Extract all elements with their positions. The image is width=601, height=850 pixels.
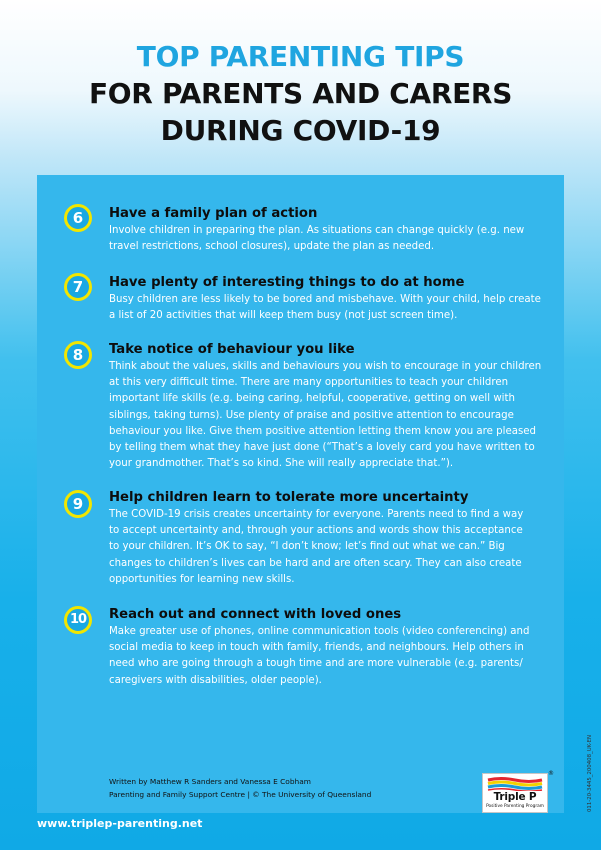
- tip-line: need who are going through a tough time and are more vulnerable (e.g. parents/: [109, 658, 523, 670]
- tip-line: Involve children in preparing the plan. As situations can change quickly (e.g. new: [109, 225, 525, 236]
- tip-line: at this very difficult time. There are many opportunities to teach your children: [109, 377, 509, 389]
- registered-mark: ®: [548, 770, 554, 777]
- author-credits: [109, 775, 439, 801]
- triple-p-logo: [482, 773, 548, 813]
- tip-body: [109, 624, 554, 689]
- tip-number-badge: 7: [64, 273, 92, 301]
- tip-line: opportunities for learning new skills.: [109, 573, 295, 585]
- logo-tagline: Positive Parenting Program: [486, 804, 544, 809]
- tip-body: [109, 223, 554, 255]
- tip-title: Reach out and connect with loved ones: [109, 607, 402, 622]
- footer-website-link[interactable]: www.triplep-parenting.net: [37, 817, 203, 830]
- title-line-1: TOP PARENTING TIPS: [136, 40, 465, 73]
- tip-number-badge: 10: [64, 606, 92, 634]
- document-code: 011-20-3445_200408_UK-EN: [587, 734, 593, 812]
- tip-body: [109, 507, 554, 588]
- title-line-3: DURING COVID-19: [160, 114, 441, 147]
- rainbow-stripes-icon: [487, 777, 543, 791]
- credits-authors: Written by Matthew R Sanders and Vanessa E Cobham: [109, 777, 311, 786]
- tip-line: important life skills (e.g. being caring, helpful, cooperative, getting on well with: [109, 393, 515, 405]
- tip-line: travel restrictions, school closures), update the plan as needed.: [109, 241, 435, 253]
- tip-title: Have a family plan of action: [109, 206, 318, 221]
- tip-line: Think about the values, skills and behaviours you wish to encourage in your children: [109, 361, 542, 372]
- tip-number-badge: 8: [64, 341, 92, 369]
- tip-title: Take notice of behaviour you like: [109, 342, 355, 357]
- tip-title: Help children learn to tolerate more uncertainty: [109, 490, 469, 505]
- tip-line: to your children. It’s OK to say, “I don’t know; let’s find out what we can.” Big: [109, 541, 505, 553]
- tip-line: Make greater use of phones, online communication tools (video conferencing) and: [109, 626, 530, 637]
- tip-number-badge: 9: [64, 490, 92, 518]
- tip-number-badge: 6: [64, 204, 92, 232]
- page-title: [0, 38, 601, 149]
- tip-line: your grandmother. That’s so kind. She will really appreciate that.”).: [109, 458, 454, 470]
- tip-line: The COVID-19 crisis creates uncertainty for everyone. Parents need to find a way: [109, 509, 524, 520]
- tip-line: behaviour you like. Give them positive attention letting them know you are pleased: [109, 425, 536, 437]
- credits-affiliation: Parenting and Family Support Centre | © The University of Queensland: [109, 790, 372, 799]
- tip-line: changes to children’s lives can be hard and are often scary. They can also create: [109, 557, 522, 569]
- tip-line: Busy children are less likely to be bored and misbehave. With your child, help create: [109, 294, 541, 305]
- tip-line: by telling them what they have just done (“That’s a lovely card you have written to: [109, 442, 535, 454]
- tip-line: siblings, taking turns). Use plenty of praise and positive attention to encourage: [109, 409, 514, 421]
- tip-body: [109, 292, 554, 324]
- tip-title: Have plenty of interesting things to do at home: [109, 275, 465, 290]
- tip-line: social media to keep in touch with family, friends, and neighbours. Help others in: [109, 642, 524, 654]
- tip-line: to accept uncertainty and, through your actions and words show this acceptance: [109, 525, 523, 537]
- logo-name: Triple P: [493, 791, 537, 803]
- tip-line: a list of 20 activities that will keep them busy (not just screen time).: [109, 310, 458, 322]
- tip-line: caregivers with disabilities, older people).: [109, 674, 322, 686]
- tips-panel: [37, 175, 564, 813]
- tip-body: [109, 359, 554, 472]
- title-line-2: FOR PARENTS AND CARERS: [88, 77, 513, 110]
